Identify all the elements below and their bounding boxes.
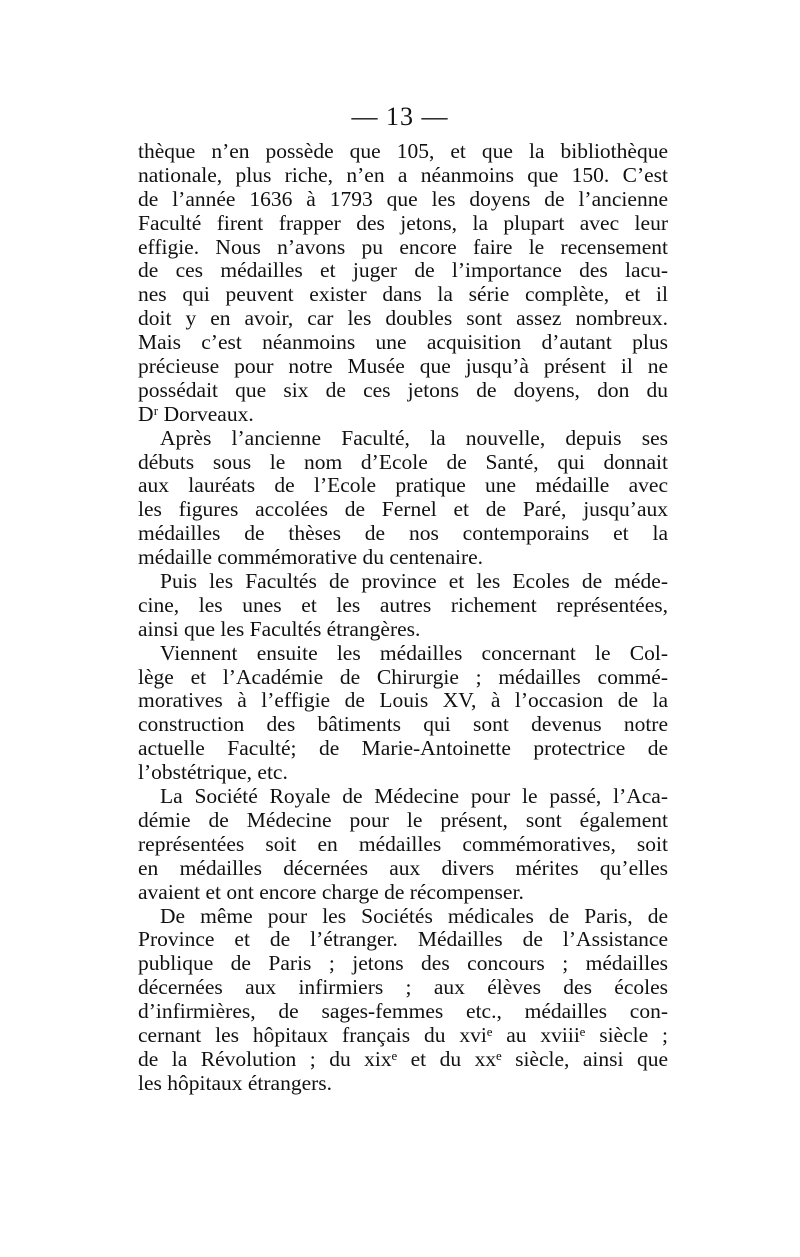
text-line: possédait que six de ces jetons de doyens, don du: [138, 377, 668, 402]
text-line: débuts sous le nom d’Ecole de Santé, qui donnait: [138, 449, 668, 474]
text-line: Puis les Facultés de province et les Ecoles de méde-: [160, 569, 668, 594]
text-line: De même pour les Sociétés médicales de Paris, de: [160, 903, 668, 928]
page-number: — 13 —: [351, 102, 449, 131]
body-text: [138, 140, 668, 1096]
text-line: lège et l’Académie de Chirurgie ; médailles commé-: [138, 664, 668, 689]
text-line: actuelle Faculté; de Marie-Antoinette protectrice de: [138, 736, 668, 761]
text-line: médailles de thèses de nos contemporains et la: [138, 521, 668, 546]
text-line: Viennent ensuite les médailles concernant le Col-: [160, 640, 668, 665]
text-line: précieuse pour notre Musée que jusqu’à présent il ne: [138, 354, 668, 379]
text-line: publique de Paris ; jetons des concours ; médailles: [138, 951, 668, 976]
text-line: thèque n’en possède que 105, et que la bibliothèque: [138, 139, 668, 163]
text-line: démie de Médecine pour le présent, sont également: [138, 807, 668, 832]
text-line: cernant les hôpitaux français du xviᵉ au xviiiᵉ siècle ;: [138, 1022, 668, 1047]
text-line: en médailles décernées aux divers mérites qu’elles: [138, 855, 668, 880]
text-line: moratives à l’effigie de Louis XV, à l’occasion de la: [138, 688, 668, 713]
text-line: Faculté firent frapper des jetons, la plupart avec leur: [138, 210, 668, 235]
text-line: de ces médailles et juger de l’importance des lacu-: [138, 258, 668, 283]
text-line: effigie. Nous n’avons pu encore faire le recensement: [138, 234, 668, 259]
text-line: doit y en avoir, car les doubles sont assez nombreux.: [138, 306, 668, 331]
text-line: nationale, plus riche, n’en a néanmoins que 150. C’est: [138, 162, 668, 187]
text-line: de l’année 1636 à 1793 que les doyens de l’ancienne: [138, 186, 668, 211]
text-line: Mais c’est néanmoins une acquisition d’autant plus: [138, 330, 668, 355]
text-line: Dʳ Dorveaux.: [138, 401, 254, 426]
text-line: Après l’ancienne Faculté, la nouvelle, depuis ses: [160, 425, 668, 450]
text-line: décernées aux infirmiers ; aux élèves des écoles: [138, 975, 668, 1000]
text-line: les hôpitaux étrangers.: [138, 1070, 333, 1095]
text-line: d’infirmières, de sages-femmes etc., médailles con-: [138, 999, 668, 1024]
text-line: avaient et ont encore charge de récompenser.: [138, 879, 524, 904]
text-line: ainsi que les Facultés étrangères.: [138, 616, 421, 641]
text-line: représentées soit en médailles commémoratives, soit: [138, 831, 668, 856]
text-line: Province et de l’étranger. Médailles de l’Assistance: [138, 927, 668, 952]
text-line: construction des bâtiments qui sont devenus notre: [138, 712, 668, 737]
text-line: de la Révolution ; du xixᵉ et du xxᵉ siècle, ainsi que: [138, 1046, 668, 1071]
text-line: médaille commémorative du centenaire.: [138, 545, 484, 570]
text-line: l’obstétrique, etc.: [138, 760, 288, 785]
text-line: nes qui peuvent exister dans la série complète, et il: [138, 282, 668, 307]
text-line: aux lauréats de l’Ecole pratique une médaille avec: [138, 473, 668, 498]
text-line: cine, les unes et les autres richement représentées,: [138, 592, 668, 617]
text-line: les figures accolées de Fernel et de Paré, jusqu’aux: [138, 497, 668, 522]
text-line: La Société Royale de Médecine pour le passé, l’Aca-: [160, 784, 668, 809]
